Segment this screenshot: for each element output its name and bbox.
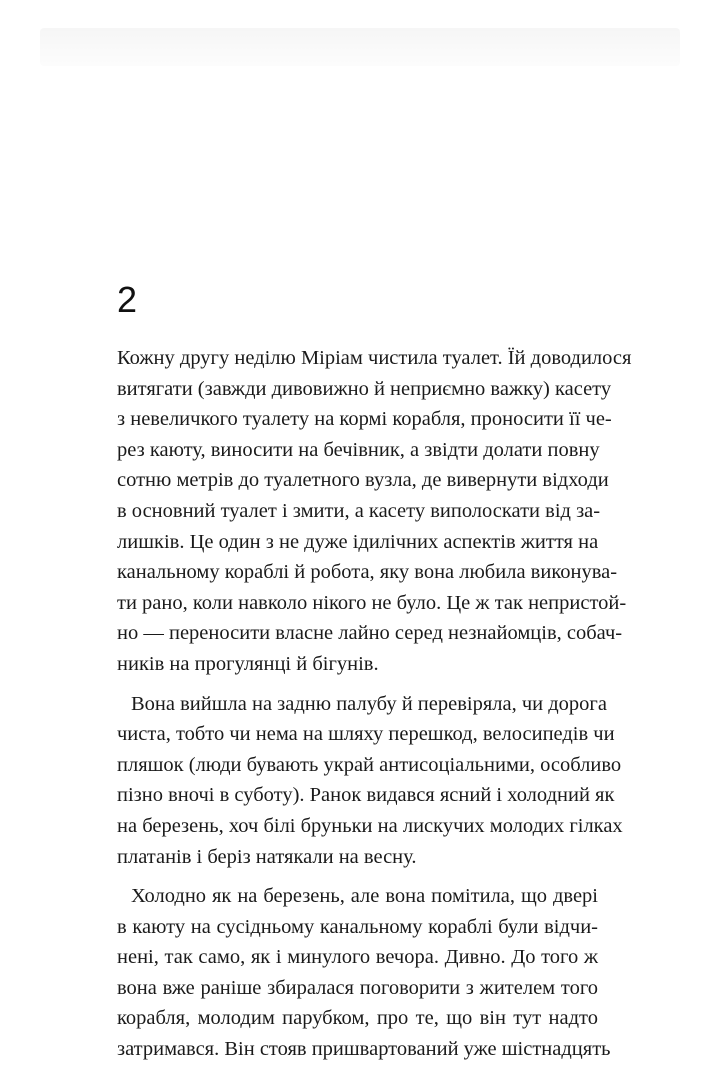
paragraph-1-line-5: сотню метрів до туалетного вузла, де вивернути відходи (117, 469, 609, 492)
paragraph-1-line-9: ти рано, коли навколо нікого не було. Це ж так непристой- (117, 591, 627, 614)
paragraph-2-line-5: на березень, хоч білі бруньки на лискучих молодих гілках (117, 814, 623, 837)
chapter-body (117, 343, 632, 1065)
paragraph-1-line-10: но — переносити власне лайно серед незнайомців, собач- (117, 622, 623, 645)
paragraph-3-line-4: вона вже раніше збиралася поговорити з жителем того (117, 976, 598, 999)
chapter-number: 2 (117, 279, 138, 320)
paragraph-1-line-6: в основний туалет і змити, а касету виполоскати від за- (117, 499, 601, 522)
paragraph-3-line-1: Холодно як на березень, але вона помітила, що двері (131, 885, 598, 908)
paragraph-gap (117, 872, 598, 881)
paragraph-3-line-5: корабля, молодим парубком, про те, що він тут надто (117, 1007, 598, 1030)
paragraph-1-line-4: рез каюту, виносити на бечівник, а звідти долати повну (117, 438, 600, 461)
paragraph-1-line-3: з невеличкого туалету на кормі корабля, проносити її че- (117, 408, 612, 431)
paragraph-1-line-11: ників на прогулянці й бігунів. (117, 652, 379, 675)
scan-shadow (40, 28, 680, 66)
paragraph-gap (117, 680, 598, 689)
paragraph-1-line-7: лишків. Це один з не дуже ідилічних аспектів життя на (117, 530, 599, 553)
paragraph-2-line-1: Вона вийшла на задню палубу й перевіряла, чи дорога (131, 692, 607, 715)
paragraph-2-line-3: пляшок (люди бувають украй антисоціальними, особливо (117, 753, 622, 776)
paragraph-3-line-2: в каюту на сусідньому канальному кораблі були відчи- (117, 915, 598, 938)
paragraph-3-line-6: затримався. Він стояв пришвартований уже шістнадцять (117, 1038, 611, 1061)
paragraph-2-line-2: чиста, тобто чи нема на шляху перешкод, велосипедів чи (117, 723, 615, 746)
paragraph-1-line-1: Кожну другу неділю Міріам чистила туалет. Їй доводилося (117, 347, 632, 369)
paragraph-3-line-3: нені, так само, як і минулого вечора. Дивно. До того ж (117, 946, 598, 969)
paragraph-1-line-8: канальному кораблі й робота, яку вона любила виконува- (117, 561, 618, 584)
paragraph-2-line-6: платанів і беріз натякали на весну. (117, 845, 417, 868)
paragraph-2-line-4: пізно вночі в суботу). Ранок видався ясний і холодний як (117, 784, 615, 807)
paragraph-1-line-2: витягати (завжди дивовижно й неприємно важку) касету (117, 377, 612, 400)
